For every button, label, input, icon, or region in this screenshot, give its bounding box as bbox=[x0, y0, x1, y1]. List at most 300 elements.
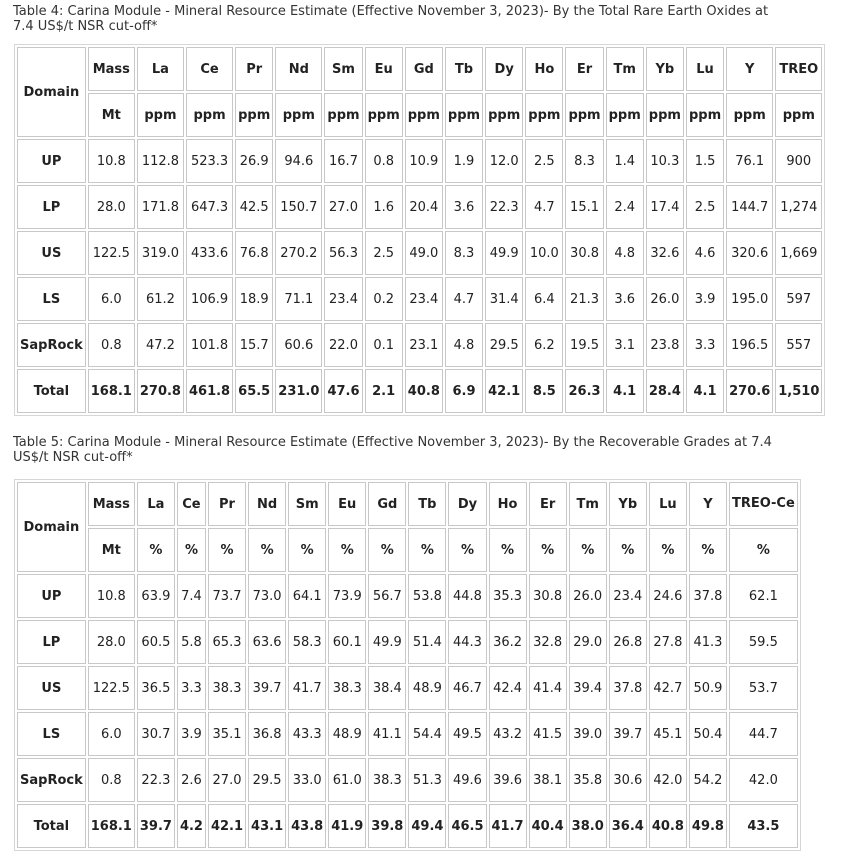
table-row bbox=[17, 758, 798, 802]
value-cell: 42.0 bbox=[649, 758, 687, 802]
column-header: Gd bbox=[405, 47, 443, 91]
unit-header: ppm bbox=[775, 93, 822, 137]
value-cell: 171.8 bbox=[137, 185, 184, 229]
value-cell: 22.3 bbox=[137, 758, 175, 802]
value-cell: 76.8 bbox=[235, 231, 273, 275]
total-cell: 41.7 bbox=[489, 804, 527, 848]
unit-header: % bbox=[328, 528, 366, 572]
value-cell: 3.3 bbox=[686, 323, 724, 367]
table5-caption: Table 5: Carina Module - Mineral Resource Estimate (Effective November 3, 2023)- By the Recoverable Grades at 7.4 US$/t NSR cut-off* bbox=[13, 435, 772, 465]
column-header: La bbox=[137, 482, 175, 526]
value-cell: 49.6 bbox=[448, 758, 486, 802]
value-cell: 17.4 bbox=[646, 185, 684, 229]
value-cell: 36.5 bbox=[137, 666, 175, 710]
value-cell: 0.2 bbox=[365, 277, 403, 321]
column-header: Ce bbox=[177, 482, 206, 526]
value-cell: 1.6 bbox=[365, 185, 403, 229]
column-header: TREO-Ce bbox=[729, 482, 798, 526]
column-header: Lu bbox=[686, 47, 724, 91]
units-row bbox=[17, 528, 798, 572]
value-cell: 433.6 bbox=[186, 231, 233, 275]
value-cell: 30.6 bbox=[609, 758, 647, 802]
value-cell: 45.1 bbox=[649, 712, 687, 756]
value-cell: 43.3 bbox=[288, 712, 326, 756]
value-cell: 0.8 bbox=[365, 139, 403, 183]
value-cell: 38.3 bbox=[208, 666, 246, 710]
value-cell: 20.4 bbox=[405, 185, 443, 229]
value-cell: 21.3 bbox=[565, 277, 603, 321]
value-cell: 195.0 bbox=[726, 277, 773, 321]
total-cell: 47.6 bbox=[324, 369, 362, 413]
value-cell: 1,274 bbox=[775, 185, 822, 229]
value-cell: 112.8 bbox=[137, 139, 184, 183]
value-cell: 4.8 bbox=[606, 231, 644, 275]
column-header: Nd bbox=[275, 47, 322, 91]
value-cell: 60.5 bbox=[137, 620, 175, 664]
table-row bbox=[17, 620, 798, 664]
total-label: Total bbox=[17, 804, 86, 848]
total-cell: 43.8 bbox=[288, 804, 326, 848]
column-header: Ho bbox=[525, 47, 563, 91]
unit-header: % bbox=[248, 528, 286, 572]
table-row bbox=[17, 323, 822, 367]
value-cell: 597 bbox=[775, 277, 822, 321]
value-cell: 39.7 bbox=[248, 666, 286, 710]
column-header: TREO bbox=[775, 47, 822, 91]
value-cell: 60.6 bbox=[275, 323, 322, 367]
value-cell: 10.8 bbox=[88, 574, 135, 618]
total-cell: 49.4 bbox=[408, 804, 446, 848]
total-cell: 49.8 bbox=[689, 804, 727, 848]
column-header: Mass bbox=[88, 47, 135, 91]
column-header: Pr bbox=[208, 482, 246, 526]
total-cell: 4.1 bbox=[606, 369, 644, 413]
value-cell: 39.4 bbox=[569, 666, 607, 710]
value-cell: 38.1 bbox=[529, 758, 567, 802]
domain-cell: SapRock bbox=[17, 758, 86, 802]
domain-cell: UP bbox=[17, 574, 86, 618]
value-cell: 50.4 bbox=[689, 712, 727, 756]
column-header: Ho bbox=[489, 482, 527, 526]
value-cell: 2.5 bbox=[525, 139, 563, 183]
value-cell: 150.7 bbox=[275, 185, 322, 229]
unit-header: % bbox=[368, 528, 406, 572]
value-cell: 44.3 bbox=[448, 620, 486, 664]
value-cell: 23.4 bbox=[324, 277, 362, 321]
total-cell: 4.2 bbox=[177, 804, 206, 848]
value-cell: 39.7 bbox=[609, 712, 647, 756]
value-cell: 64.1 bbox=[288, 574, 326, 618]
total-cell: 40.4 bbox=[529, 804, 567, 848]
total-cell: 8.5 bbox=[525, 369, 563, 413]
value-cell: 60.1 bbox=[328, 620, 366, 664]
unit-header: ppm bbox=[365, 93, 403, 137]
table-row bbox=[17, 185, 822, 229]
column-header: Tb bbox=[408, 482, 446, 526]
header-row bbox=[17, 482, 798, 526]
domain-header: Domain bbox=[17, 47, 86, 137]
column-header: Yb bbox=[609, 482, 647, 526]
value-cell: 1.4 bbox=[606, 139, 644, 183]
column-header: Eu bbox=[365, 47, 403, 91]
value-cell: 37.8 bbox=[689, 574, 727, 618]
value-cell: 27.8 bbox=[649, 620, 687, 664]
value-cell: 41.1 bbox=[368, 712, 406, 756]
total-cell: 168.1 bbox=[88, 369, 135, 413]
value-cell: 122.5 bbox=[88, 231, 135, 275]
value-cell: 50.9 bbox=[689, 666, 727, 710]
value-cell: 26.9 bbox=[235, 139, 273, 183]
value-cell: 36.8 bbox=[248, 712, 286, 756]
value-cell: 41.5 bbox=[529, 712, 567, 756]
value-cell: 23.1 bbox=[405, 323, 443, 367]
value-cell: 71.1 bbox=[275, 277, 322, 321]
column-header: Eu bbox=[328, 482, 366, 526]
value-cell: 4.8 bbox=[445, 323, 483, 367]
value-cell: 35.8 bbox=[569, 758, 607, 802]
column-header: La bbox=[137, 47, 184, 91]
value-cell: 94.6 bbox=[275, 139, 322, 183]
value-cell: 32.8 bbox=[529, 620, 567, 664]
total-cell: 42.1 bbox=[208, 804, 246, 848]
unit-header: ppm bbox=[324, 93, 362, 137]
value-cell: 76.1 bbox=[726, 139, 773, 183]
unit-header: ppm bbox=[606, 93, 644, 137]
value-cell: 27.0 bbox=[208, 758, 246, 802]
value-cell: 6.4 bbox=[525, 277, 563, 321]
value-cell: 23.8 bbox=[646, 323, 684, 367]
value-cell: 44.8 bbox=[448, 574, 486, 618]
total-cell: 46.5 bbox=[448, 804, 486, 848]
unit-header: Mt bbox=[88, 528, 135, 572]
value-cell: 2.6 bbox=[177, 758, 206, 802]
value-cell: 51.3 bbox=[408, 758, 446, 802]
column-header: Pr bbox=[235, 47, 273, 91]
value-cell: 1.5 bbox=[686, 139, 724, 183]
value-cell: 27.0 bbox=[324, 185, 362, 229]
total-cell: 28.4 bbox=[646, 369, 684, 413]
unit-header: ppm bbox=[485, 93, 523, 137]
table4 bbox=[14, 44, 825, 416]
column-header: Y bbox=[689, 482, 727, 526]
total-cell: 231.0 bbox=[275, 369, 322, 413]
total-cell: 168.1 bbox=[88, 804, 135, 848]
value-cell: 6.2 bbox=[525, 323, 563, 367]
table4-caption: Table 4: Carina Module - Mineral Resource Estimate (Effective November 3, 2023)- By the Total Rare Earth Oxides at 7.4 US$/t NSR cut-off* bbox=[13, 4, 769, 34]
unit-header: % bbox=[689, 528, 727, 572]
total-cell: 40.8 bbox=[649, 804, 687, 848]
value-cell: 38.3 bbox=[328, 666, 366, 710]
value-cell: 43.2 bbox=[489, 712, 527, 756]
value-cell: 42.0 bbox=[729, 758, 798, 802]
column-header: Mass bbox=[88, 482, 135, 526]
column-header: Tb bbox=[445, 47, 483, 91]
unit-header: ppm bbox=[726, 93, 773, 137]
value-cell: 23.4 bbox=[405, 277, 443, 321]
value-cell: 19.5 bbox=[565, 323, 603, 367]
value-cell: 15.1 bbox=[565, 185, 603, 229]
value-cell: 48.9 bbox=[408, 666, 446, 710]
unit-header: % bbox=[408, 528, 446, 572]
value-cell: 33.0 bbox=[288, 758, 326, 802]
value-cell: 10.3 bbox=[646, 139, 684, 183]
value-cell: 56.7 bbox=[368, 574, 406, 618]
value-cell: 8.3 bbox=[445, 231, 483, 275]
value-cell: 5.8 bbox=[177, 620, 206, 664]
total-cell: 65.5 bbox=[235, 369, 273, 413]
value-cell: 54.2 bbox=[689, 758, 727, 802]
value-cell: 28.0 bbox=[88, 620, 135, 664]
value-cell: 29.5 bbox=[248, 758, 286, 802]
value-cell: 35.3 bbox=[489, 574, 527, 618]
domain-cell: SapRock bbox=[17, 323, 86, 367]
value-cell: 29.5 bbox=[485, 323, 523, 367]
value-cell: 49.9 bbox=[368, 620, 406, 664]
value-cell: 18.9 bbox=[235, 277, 273, 321]
column-header: Y bbox=[726, 47, 773, 91]
value-cell: 6.0 bbox=[88, 277, 135, 321]
value-cell: 58.3 bbox=[288, 620, 326, 664]
total-cell: 43.5 bbox=[729, 804, 798, 848]
value-cell: 3.1 bbox=[606, 323, 644, 367]
value-cell: 523.3 bbox=[186, 139, 233, 183]
value-cell: 63.6 bbox=[248, 620, 286, 664]
unit-header: ppm bbox=[235, 93, 273, 137]
column-header: Dy bbox=[448, 482, 486, 526]
value-cell: 32.6 bbox=[646, 231, 684, 275]
total-cell: 43.1 bbox=[248, 804, 286, 848]
domain-cell: LS bbox=[17, 712, 86, 756]
value-cell: 44.7 bbox=[729, 712, 798, 756]
value-cell: 39.6 bbox=[489, 758, 527, 802]
value-cell: 73.9 bbox=[328, 574, 366, 618]
value-cell: 73.7 bbox=[208, 574, 246, 618]
unit-header: ppm bbox=[445, 93, 483, 137]
value-cell: 35.1 bbox=[208, 712, 246, 756]
value-cell: 6.0 bbox=[88, 712, 135, 756]
unit-header: % bbox=[729, 528, 798, 572]
total-cell: 39.8 bbox=[368, 804, 406, 848]
value-cell: 101.8 bbox=[186, 323, 233, 367]
total-row bbox=[17, 369, 822, 413]
unit-header: % bbox=[448, 528, 486, 572]
domain-cell: US bbox=[17, 666, 86, 710]
unit-header: ppm bbox=[275, 93, 322, 137]
value-cell: 1,669 bbox=[775, 231, 822, 275]
value-cell: 3.6 bbox=[606, 277, 644, 321]
unit-header: Mt bbox=[88, 93, 135, 137]
table-row bbox=[17, 231, 822, 275]
unit-header: % bbox=[609, 528, 647, 572]
unit-header: % bbox=[208, 528, 246, 572]
value-cell: 12.0 bbox=[485, 139, 523, 183]
table-row bbox=[17, 139, 822, 183]
value-cell: 4.7 bbox=[525, 185, 563, 229]
unit-header: ppm bbox=[686, 93, 724, 137]
value-cell: 46.7 bbox=[448, 666, 486, 710]
value-cell: 122.5 bbox=[88, 666, 135, 710]
value-cell: 22.3 bbox=[485, 185, 523, 229]
header-row bbox=[17, 47, 822, 91]
value-cell: 41.3 bbox=[689, 620, 727, 664]
value-cell: 10.8 bbox=[88, 139, 135, 183]
domain-cell: US bbox=[17, 231, 86, 275]
unit-header: % bbox=[649, 528, 687, 572]
total-cell: 41.9 bbox=[328, 804, 366, 848]
unit-header: % bbox=[177, 528, 206, 572]
total-cell: 36.4 bbox=[609, 804, 647, 848]
value-cell: 56.3 bbox=[324, 231, 362, 275]
value-cell: 319.0 bbox=[137, 231, 184, 275]
total-row bbox=[17, 804, 798, 848]
column-header: Tm bbox=[606, 47, 644, 91]
value-cell: 42.5 bbox=[235, 185, 273, 229]
total-cell: 6.9 bbox=[445, 369, 483, 413]
unit-header: % bbox=[529, 528, 567, 572]
value-cell: 106.9 bbox=[186, 277, 233, 321]
value-cell: 3.9 bbox=[177, 712, 206, 756]
value-cell: 144.7 bbox=[726, 185, 773, 229]
column-header: Ce bbox=[186, 47, 233, 91]
total-cell: 26.3 bbox=[565, 369, 603, 413]
value-cell: 557 bbox=[775, 323, 822, 367]
value-cell: 2.5 bbox=[686, 185, 724, 229]
value-cell: 37.8 bbox=[609, 666, 647, 710]
value-cell: 2.5 bbox=[365, 231, 403, 275]
unit-header: ppm bbox=[137, 93, 184, 137]
total-label: Total bbox=[17, 369, 86, 413]
domain-cell: LP bbox=[17, 620, 86, 664]
table-row bbox=[17, 712, 798, 756]
value-cell: 41.7 bbox=[288, 666, 326, 710]
value-cell: 8.3 bbox=[565, 139, 603, 183]
value-cell: 65.3 bbox=[208, 620, 246, 664]
value-cell: 320.6 bbox=[726, 231, 773, 275]
total-cell: 2.1 bbox=[365, 369, 403, 413]
unit-header: ppm bbox=[646, 93, 684, 137]
table5 bbox=[14, 479, 801, 851]
domain-cell: LS bbox=[17, 277, 86, 321]
value-cell: 26.0 bbox=[646, 277, 684, 321]
value-cell: 0.8 bbox=[88, 758, 135, 802]
column-header: Sm bbox=[288, 482, 326, 526]
value-cell: 10.0 bbox=[525, 231, 563, 275]
value-cell: 54.4 bbox=[408, 712, 446, 756]
value-cell: 47.2 bbox=[137, 323, 184, 367]
value-cell: 30.7 bbox=[137, 712, 175, 756]
value-cell: 62.1 bbox=[729, 574, 798, 618]
column-header: Tm bbox=[569, 482, 607, 526]
value-cell: 22.0 bbox=[324, 323, 362, 367]
value-cell: 63.9 bbox=[137, 574, 175, 618]
unit-header: ppm bbox=[186, 93, 233, 137]
total-cell: 38.0 bbox=[569, 804, 607, 848]
value-cell: 270.2 bbox=[275, 231, 322, 275]
domain-cell: LP bbox=[17, 185, 86, 229]
value-cell: 15.7 bbox=[235, 323, 273, 367]
value-cell: 53.8 bbox=[408, 574, 446, 618]
unit-header: % bbox=[288, 528, 326, 572]
value-cell: 61.0 bbox=[328, 758, 366, 802]
value-cell: 900 bbox=[775, 139, 822, 183]
total-cell: 270.8 bbox=[137, 369, 184, 413]
value-cell: 26.0 bbox=[569, 574, 607, 618]
value-cell: 28.0 bbox=[88, 185, 135, 229]
value-cell: 41.4 bbox=[529, 666, 567, 710]
total-cell: 40.8 bbox=[405, 369, 443, 413]
value-cell: 59.5 bbox=[729, 620, 798, 664]
value-cell: 7.4 bbox=[177, 574, 206, 618]
value-cell: 61.2 bbox=[137, 277, 184, 321]
value-cell: 42.7 bbox=[649, 666, 687, 710]
value-cell: 49.9 bbox=[485, 231, 523, 275]
value-cell: 1.9 bbox=[445, 139, 483, 183]
value-cell: 73.0 bbox=[248, 574, 286, 618]
total-cell: 270.6 bbox=[726, 369, 773, 413]
value-cell: 49.5 bbox=[448, 712, 486, 756]
value-cell: 2.4 bbox=[606, 185, 644, 229]
value-cell: 29.0 bbox=[569, 620, 607, 664]
value-cell: 4.7 bbox=[445, 277, 483, 321]
value-cell: 48.9 bbox=[328, 712, 366, 756]
value-cell: 53.7 bbox=[729, 666, 798, 710]
column-header: Yb bbox=[646, 47, 684, 91]
value-cell: 42.4 bbox=[489, 666, 527, 710]
total-cell: 461.8 bbox=[186, 369, 233, 413]
value-cell: 196.5 bbox=[726, 323, 773, 367]
domain-cell: UP bbox=[17, 139, 86, 183]
value-cell: 39.0 bbox=[569, 712, 607, 756]
total-cell: 4.1 bbox=[686, 369, 724, 413]
value-cell: 4.6 bbox=[686, 231, 724, 275]
table-row bbox=[17, 277, 822, 321]
unit-header: ppm bbox=[565, 93, 603, 137]
unit-header: ppm bbox=[405, 93, 443, 137]
value-cell: 49.0 bbox=[405, 231, 443, 275]
value-cell: 647.3 bbox=[186, 185, 233, 229]
value-cell: 3.9 bbox=[686, 277, 724, 321]
column-header: Er bbox=[565, 47, 603, 91]
total-cell: 1,510 bbox=[775, 369, 822, 413]
column-header: Er bbox=[529, 482, 567, 526]
value-cell: 23.4 bbox=[609, 574, 647, 618]
total-cell: 42.1 bbox=[485, 369, 523, 413]
value-cell: 51.4 bbox=[408, 620, 446, 664]
value-cell: 36.2 bbox=[489, 620, 527, 664]
value-cell: 30.8 bbox=[529, 574, 567, 618]
table-row bbox=[17, 574, 798, 618]
value-cell: 3.3 bbox=[177, 666, 206, 710]
column-header: Nd bbox=[248, 482, 286, 526]
value-cell: 0.1 bbox=[365, 323, 403, 367]
total-cell: 39.7 bbox=[137, 804, 175, 848]
value-cell: 3.6 bbox=[445, 185, 483, 229]
domain-header: Domain bbox=[17, 482, 86, 572]
column-header: Gd bbox=[368, 482, 406, 526]
unit-header: ppm bbox=[525, 93, 563, 137]
value-cell: 38.3 bbox=[368, 758, 406, 802]
value-cell: 31.4 bbox=[485, 277, 523, 321]
column-header: Dy bbox=[485, 47, 523, 91]
value-cell: 24.6 bbox=[649, 574, 687, 618]
value-cell: 30.8 bbox=[565, 231, 603, 275]
value-cell: 16.7 bbox=[324, 139, 362, 183]
value-cell: 26.8 bbox=[609, 620, 647, 664]
value-cell: 10.9 bbox=[405, 139, 443, 183]
table-row bbox=[17, 666, 798, 710]
column-header: Lu bbox=[649, 482, 687, 526]
unit-header: % bbox=[489, 528, 527, 572]
